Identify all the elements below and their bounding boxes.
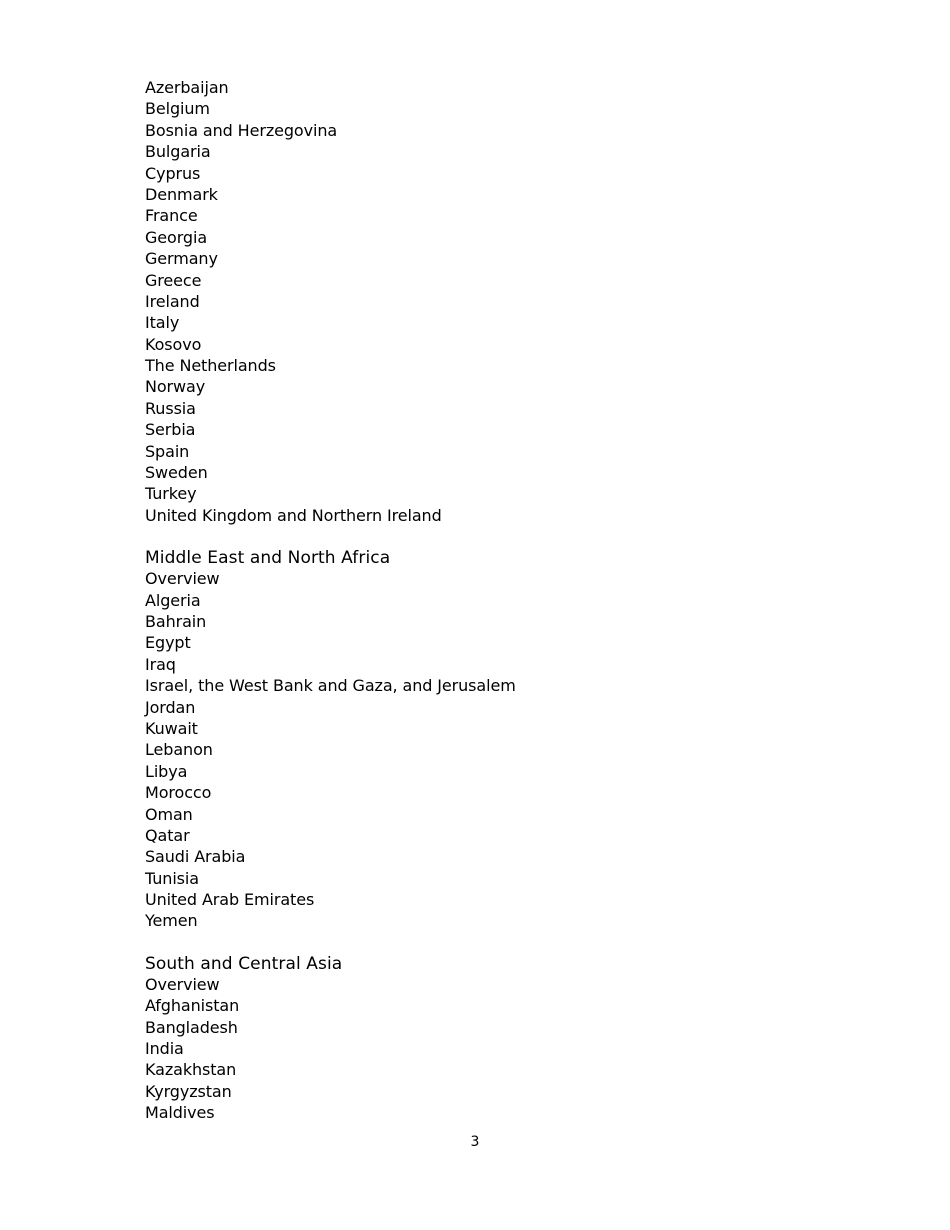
list-item: Iraq <box>145 654 176 674</box>
sca-country-list <box>145 974 845 1124</box>
section-heading: Middle East and North Africa <box>145 548 391 569</box>
list-item: Turkey <box>145 484 197 504</box>
list-item: Libya <box>145 761 188 781</box>
section-middle-east-north-africa <box>145 547 845 932</box>
list-item: Algeria <box>145 590 201 610</box>
page-number: 3 <box>470 1134 480 1150</box>
list-item: Russia <box>145 398 196 418</box>
list-item: Serbia <box>145 420 196 440</box>
list-item: Cyprus <box>145 163 201 183</box>
list-item: Greece <box>145 270 202 290</box>
mena-country-list <box>145 568 845 932</box>
list-item: Qatar <box>145 825 190 845</box>
list-item: Oman <box>145 804 193 824</box>
list-item: Overview <box>145 569 220 589</box>
list-item: Azerbaijan <box>145 78 229 97</box>
list-item: Overview <box>145 974 220 994</box>
list-item: Jordan <box>145 697 196 717</box>
list-item: Kazakhstan <box>145 1060 237 1080</box>
list-item: Italy <box>145 313 180 333</box>
list-item: Yemen <box>145 911 198 931</box>
list-item: Israel, the West Bank and Gaza, and Jerusalem <box>145 676 516 696</box>
list-item: United Kingdom and Northern Ireland <box>145 505 442 525</box>
list-item: Bahrain <box>145 611 207 631</box>
list-item: United Arab Emirates <box>145 890 315 910</box>
list-item: The Netherlands <box>145 356 276 376</box>
list-item: Sweden <box>145 463 208 483</box>
list-item: France <box>145 206 198 226</box>
list-item: Maldives <box>145 1103 215 1123</box>
europe-country-list <box>145 77 845 526</box>
list-item: Georgia <box>145 227 208 247</box>
list-item: Saudi Arabia <box>145 847 246 867</box>
section-south-central-asia <box>145 953 845 1124</box>
list-item: Afghanistan <box>145 996 240 1016</box>
list-item: Denmark <box>145 184 218 204</box>
list-item: Bosnia and Herzegovina <box>145 120 338 140</box>
list-item: Morocco <box>145 783 212 803</box>
list-item: Kuwait <box>145 718 198 738</box>
list-item: Egypt <box>145 633 191 653</box>
list-item: Kosovo <box>145 334 202 354</box>
list-item: Lebanon <box>145 740 213 760</box>
list-item: Bangladesh <box>145 1017 238 1037</box>
contents-list <box>145 77 845 1124</box>
list-item: India <box>145 1039 184 1059</box>
list-item: Belgium <box>145 99 210 119</box>
list-item: Tunisia <box>145 868 199 888</box>
list-item: Bulgaria <box>145 142 211 162</box>
list-item: Ireland <box>145 291 200 311</box>
list-item: Germany <box>145 249 218 269</box>
list-item: Spain <box>145 441 190 461</box>
section-heading: South and Central Asia <box>145 953 343 974</box>
section-europe-continued <box>145 77 845 526</box>
list-item: Norway <box>145 377 206 397</box>
list-item: Kyrgyzstan <box>145 1081 232 1101</box>
